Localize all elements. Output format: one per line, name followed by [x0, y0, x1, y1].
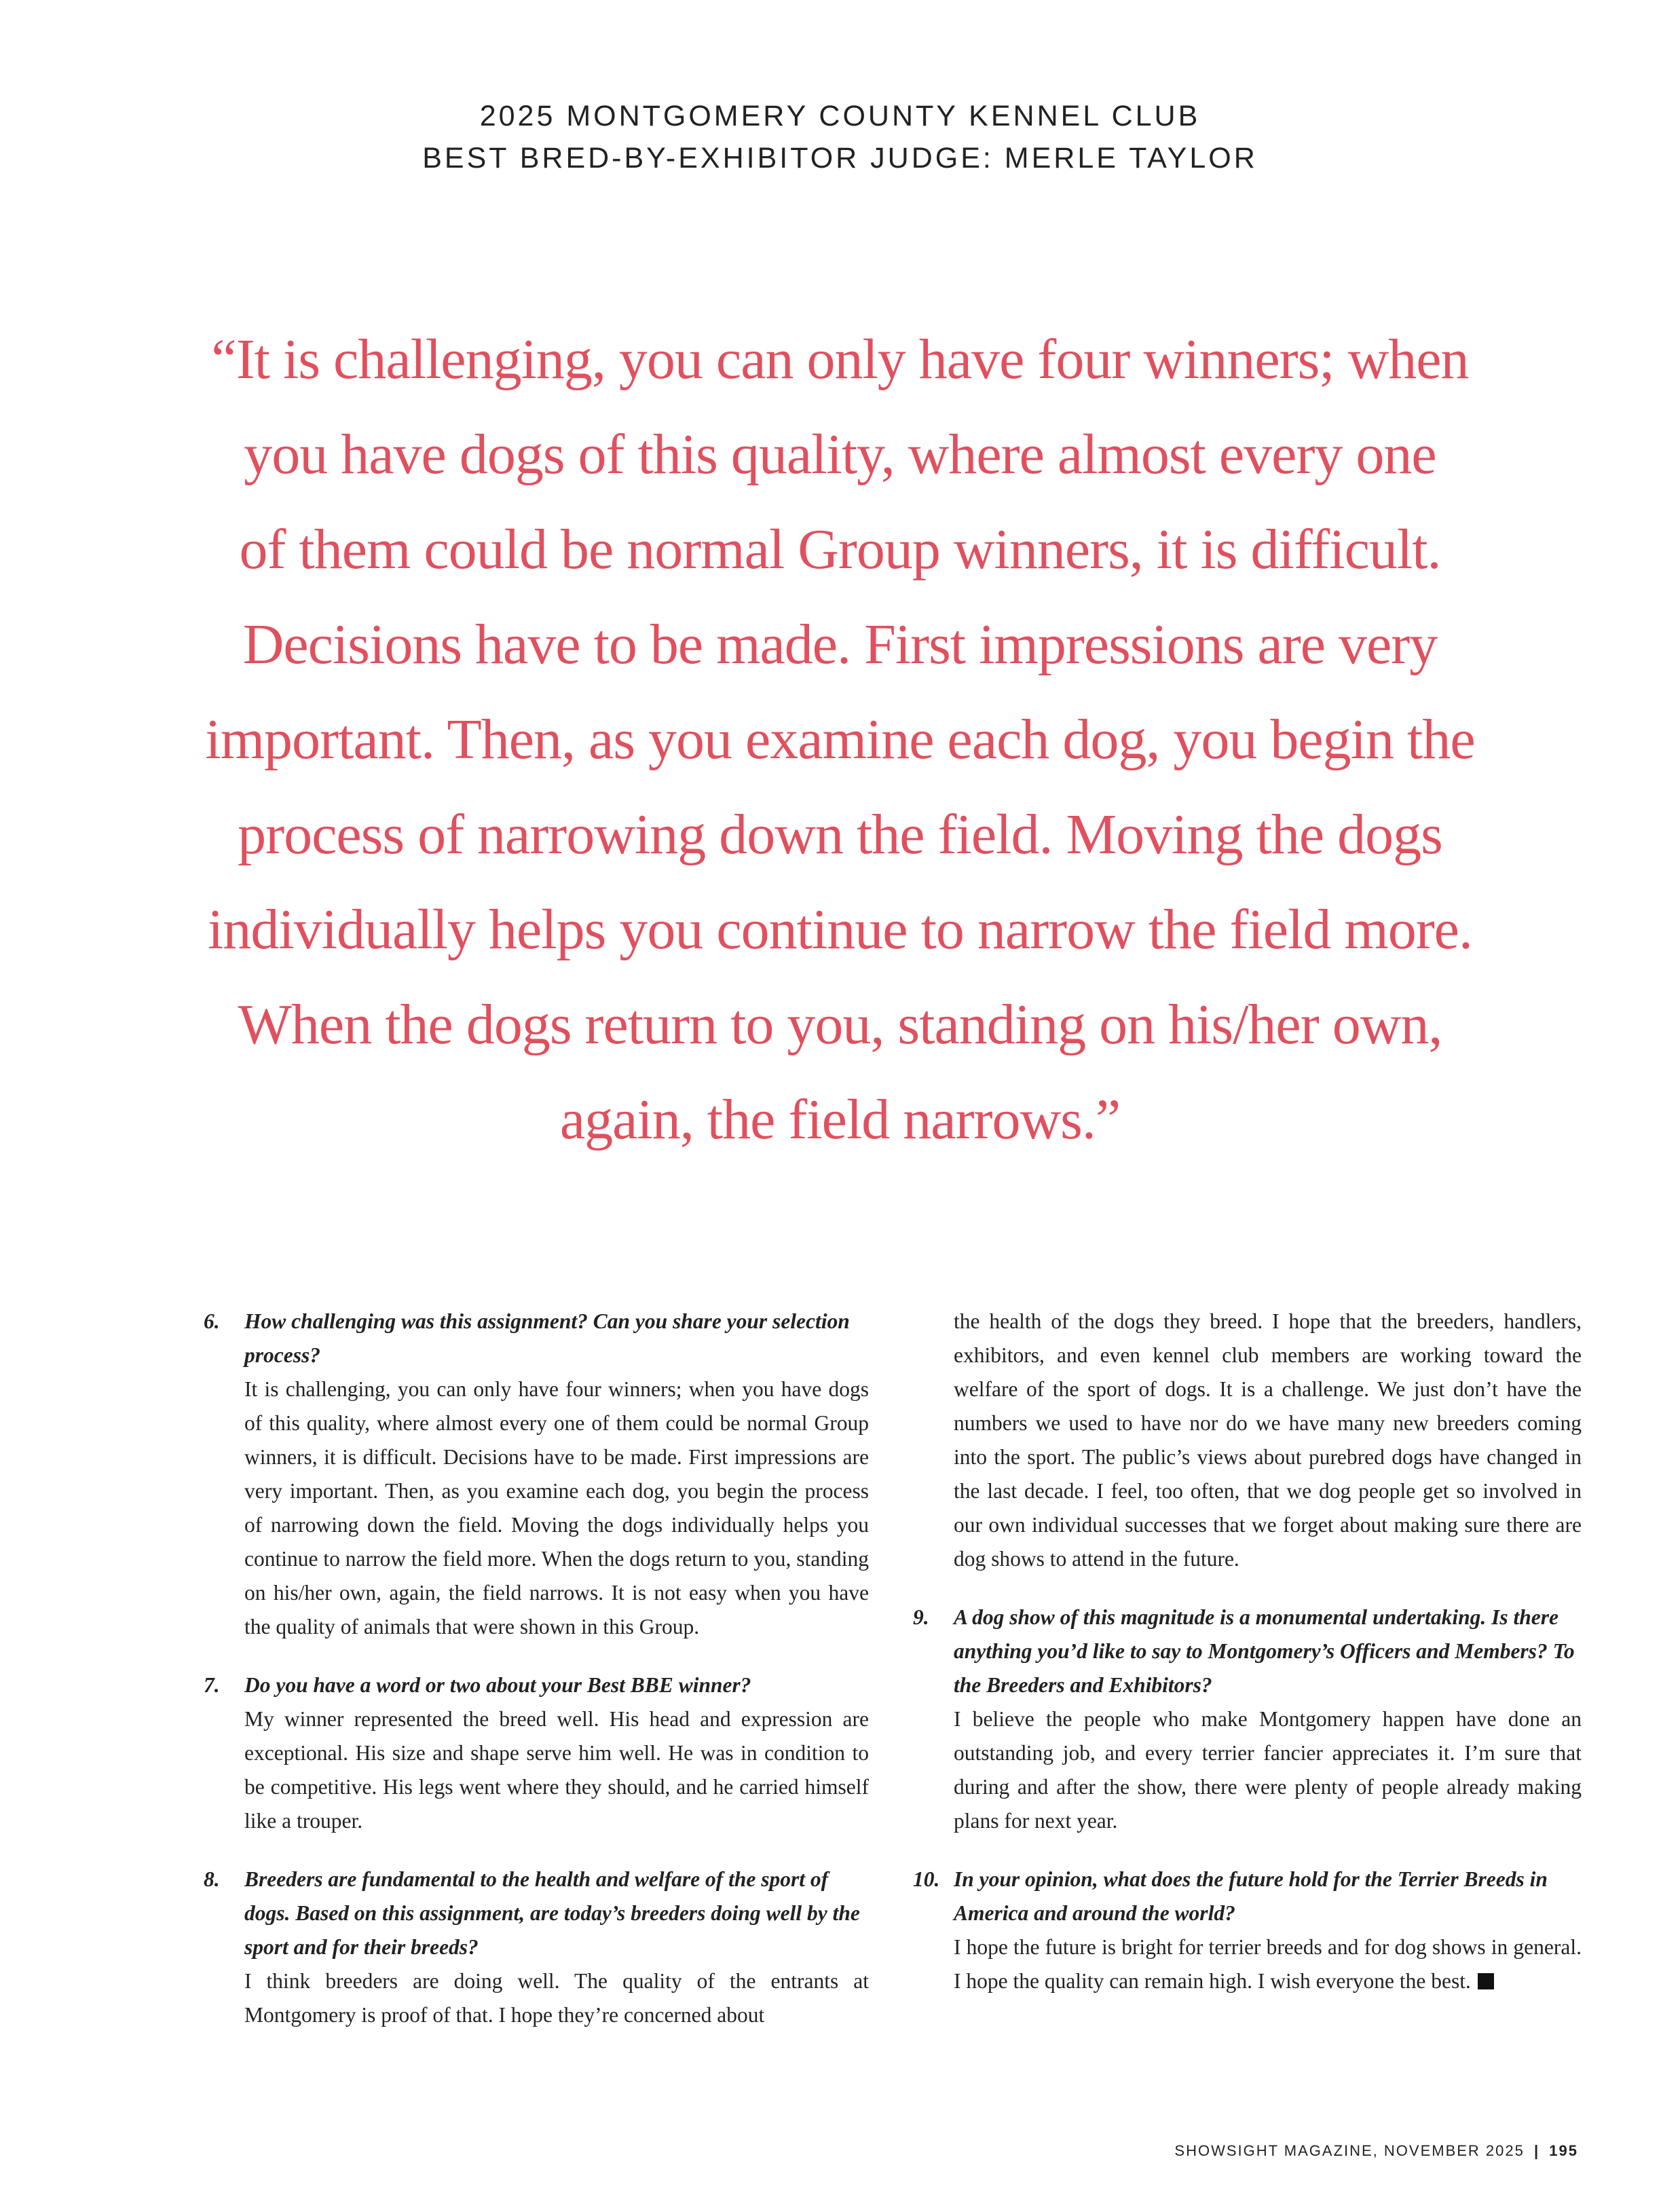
page-number: 195	[1549, 2142, 1578, 2159]
header-line-2: BEST BRED-BY-EXHIBITOR JUDGE: MERLE TAYLOR	[422, 142, 1258, 174]
pull-quote-line: When the dogs return to you, standing on his/her own,	[238, 993, 1442, 1056]
question-text: A dog show of this magnitude is a monumental undertaking. Is there anything you’d like to say to Montgomery’s Officers and Members? To the Breeders and Exhibitors?	[954, 1605, 1575, 1697]
question-text: In your opinion, what does the future hold for the Terrier Breeds in America and around the world?	[954, 1867, 1548, 1925]
qa-item-8	[204, 1863, 869, 2032]
footer-publication: SHOWSIGHT MAGAZINE, NOVEMBER 2025	[1174, 2142, 1525, 2159]
answer-text-body: I hope the future is bright for terrier breeds and for dog shows in general. I hope the quality can remain high. I wish everyone the best.	[954, 1935, 1582, 1993]
header-line-1: 2025 MONTGOMERY COUNTY KENNEL CLUB	[479, 100, 1201, 132]
question-number: 7.	[204, 1673, 220, 1697]
answer-text: My winner represented the breed well. His head and expression are exceptional. His size and shape serve him well. He was in condition to be competitive. His legs went where they should, and he carried himself like a trouper.	[244, 1707, 869, 1833]
question-number: 10.	[913, 1867, 940, 1891]
page-footer	[1174, 2142, 1578, 2160]
qa-item-7	[204, 1668, 869, 1838]
question-text: How challenging was this assignment? Can you share your selection process?	[244, 1309, 850, 1367]
answer-text: I believe the people who make Montgomery happen have done an outstanding job, and every terrier fancier appreciates it. I’m sure that during and after the show, there were plenty of people already making plans for next year.	[954, 1707, 1582, 1833]
pull-quote-line: of them could be normal Group winners, it is difficult.	[239, 518, 1441, 581]
pull-quote	[170, 312, 1510, 1167]
article-header	[0, 95, 1680, 179]
pull-quote-line: “It is challenging, you can only have four winners; when	[211, 328, 1469, 391]
footer-separator: |	[1534, 2142, 1540, 2159]
answer-text: It is challenging, you can only have four winners; when you have dogs of this quality, where almost every one of them could be normal Group winners, it is difficult. Decisions have to be made. First impressions are very important. Then, as you examine each dog, you begin the process of narrowing down the field. Moving the dogs individually helps you continue to narrow the field more. When the dogs return to you, standing on his/her own, again, the field narrows. It is not easy when you have the quality of animals that were shown in this Group.	[244, 1377, 869, 1639]
qa-item-10	[913, 1863, 1582, 1998]
answer-continuation: the health of the dogs they breed. I hope that the breeders, handlers, exhibitors, and even kennel club members are working toward the welfare of the sport of dogs. It is a challenge. We just don’t have the numbers we used to have nor do we have many new breeders coming into the sport. The public’s views about purebred dogs have changed in the last decade. I feel, too often, that we dog people get so involved in our own individual successes that we forget about making sure there are dog shows to attend in the future.	[954, 1309, 1582, 1571]
pull-quote-line: you have dogs of this quality, where almost every one	[244, 423, 1436, 486]
pull-quote-line: important. Then, as you examine each dog, you begin the	[205, 708, 1475, 771]
pull-quote-line: individually helps you continue to narrow the field more.	[208, 898, 1472, 961]
left-column	[204, 1305, 869, 2057]
pull-quote-line: again, the field narrows.”	[559, 1088, 1121, 1151]
question-text: Breeders are fundamental to the health and welfare of the sport of dogs. Based on this assignment, are today’s breeders doing well by the sport and for their breeds?	[244, 1867, 860, 1959]
question-number: 9.	[913, 1605, 929, 1629]
question-number: 6.	[204, 1309, 220, 1333]
end-of-article-icon	[1478, 1973, 1494, 1989]
right-column	[913, 1305, 1582, 2023]
question-number: 8.	[204, 1867, 220, 1891]
answer-text: I think breeders are doing well. The quality of the entrants at Montgomery is proof of that. I hope they’re concerned about	[244, 1969, 869, 2027]
pull-quote-line: Decisions have to be made. First impressions are very	[242, 613, 1438, 676]
pull-quote-line: process of narrowing down the field. Moving the dogs	[238, 803, 1442, 866]
question-text: Do you have a word or two about your Best BBE winner?	[244, 1673, 751, 1697]
answer-text	[954, 1930, 1582, 1998]
qa-item-9	[913, 1601, 1582, 1838]
qa-item-6	[204, 1305, 869, 1644]
